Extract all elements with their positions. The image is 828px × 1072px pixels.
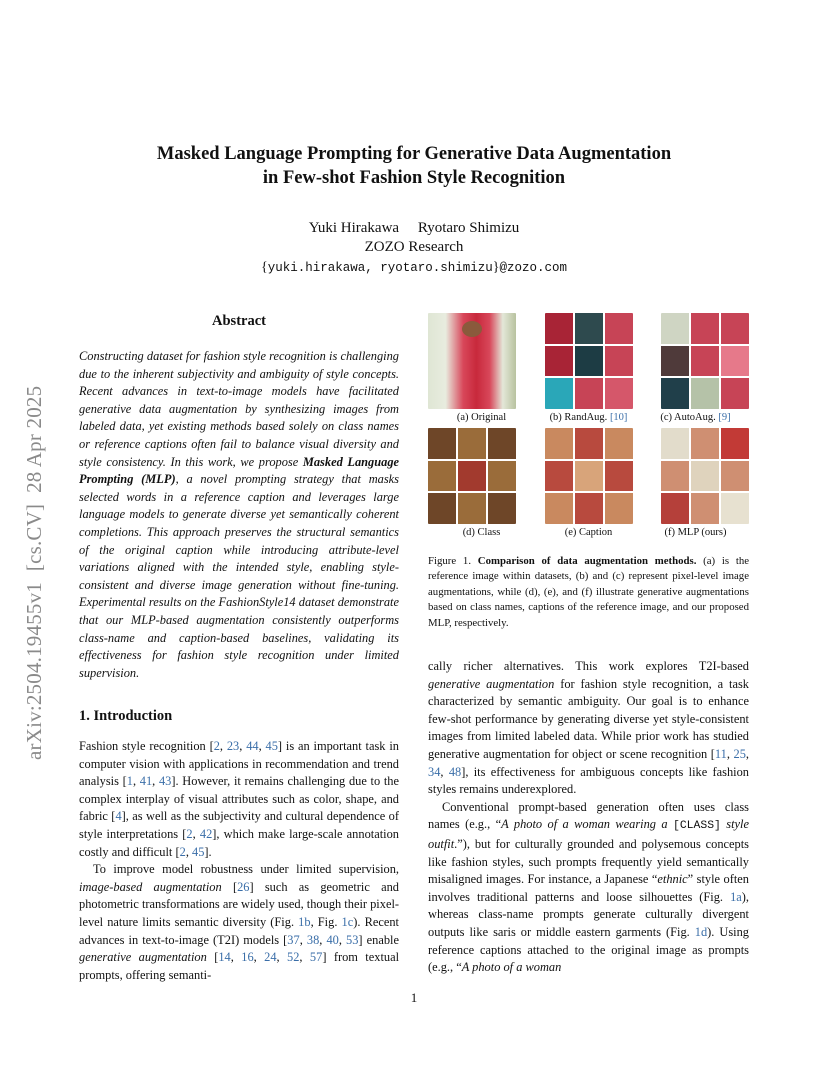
citation-link[interactable]: 57 <box>309 950 323 965</box>
figure-link[interactable]: 1c <box>341 914 354 929</box>
figure-link[interactable]: 1a <box>730 889 742 904</box>
citation-link[interactable]: 14 <box>218 950 231 965</box>
class-generated-image <box>428 428 516 524</box>
affiliation: ZOZO Research <box>364 239 464 255</box>
citation-link[interactable]: 48 <box>448 764 462 779</box>
citation-link[interactable]: 52 <box>287 950 300 965</box>
page-number: 1 <box>410 990 418 1005</box>
abstract-heading: Abstract <box>212 313 266 329</box>
subcaption-e: (e) Caption <box>564 527 613 538</box>
title-line-1: Masked Language Prompting for Generative Data Augmentation <box>156 144 672 164</box>
citation-link[interactable]: 43 <box>158 774 172 789</box>
citation-link[interactable]: 2 <box>179 844 186 859</box>
citation-link[interactable]: 38 <box>306 932 320 947</box>
figure-caption: Figure 1. Comparison of data augmentation methods. (a) is the reference image within datasets, (b) and (c) represent pixel-level image augmentations, while (d), (e), and (f) illustrate generative augmentations based on class names, captions of the reference image, and our proposed MLP, respectively. <box>428 555 750 629</box>
subcaption-a: (a) Original <box>456 412 507 423</box>
autoaug-image <box>661 313 749 409</box>
citation-link[interactable]: 42 <box>199 826 213 841</box>
right-column-body: cally richer alternatives. This work explores T2I-based generative augmentation for fashion style recognition, a task characterized by semantic ambiguity. Our goal is to enhance few-shot performance by generating diverse yet style-consistent images from limited labeled data. While prior work has studied generative augmentation for object or scene recognition [11, 25, 34, 48], its effectiveness for ambiguous concepts like fashion styles remains underexplored. Conventional prompt-based generation often uses class names (e.g., “A photo of a woman wearing a [CLASS] style outfit.”), but for culturally grounded and polysemous concepts like fashion styles, such prompts frequently yield semantically misaligned images. For instance, a Japanese “ethnic” style often involves traditional patterns and loose silhouettes (Fig. 1a), whereas class-name prompts generate culturally divergent outputs like saris or middle eastern garments (Fig. 1d). Using reference captions attached to the original image as prompts (e.g., “A photo of a woman <box>428 659 749 975</box>
intro-heading: 1. Introduction <box>79 708 173 724</box>
title-line-2: in Few-shot Fashion Style Recognition <box>262 168 566 188</box>
figure-row-1 <box>428 313 749 409</box>
citation-link[interactable]: 2 <box>213 739 220 753</box>
citation-link[interactable]: 44 <box>246 739 259 753</box>
figure-link[interactable]: 1d <box>694 924 708 939</box>
authors: Yuki Hirakawa Ryotaro Shimizu <box>308 220 520 236</box>
figure-captions-row-2 <box>428 527 749 538</box>
paper-title <box>0 142 828 190</box>
subcaption-f: (f) MLP (ours) <box>664 527 727 538</box>
subcaption-c: (c) AutoAug. [9] <box>660 412 731 423</box>
original-image <box>428 313 516 409</box>
citation-link[interactable]: 4 <box>115 809 122 824</box>
citation-link[interactable]: 24 <box>264 950 277 965</box>
citation-link[interactable]: 34 <box>428 764 441 779</box>
mlp-generated-image <box>661 428 749 524</box>
citation-link[interactable]: 16 <box>241 950 254 965</box>
citation-link[interactable]: 37 <box>287 932 300 947</box>
citation-link[interactable]: 2 <box>186 826 193 841</box>
citation-link[interactable]: 41 <box>139 774 153 789</box>
figure-link[interactable]: 1b <box>298 914 311 929</box>
citation-link[interactable]: 26 <box>237 879 250 894</box>
randaug-image <box>545 313 633 409</box>
citation-link[interactable]: 25 <box>733 746 746 761</box>
citation-link[interactable]: 45 <box>192 844 205 859</box>
abstract-body: Constructing dataset for fashion style recognition is challenging due to the inherent subjectivity and ambiguity of style concepts. Recent advances in text-to-image models have facilitated generative data augmentation by synthesizing images from labeled data, yet existing methods based solely on class names or reference captions often fail to balance visual diversity and style consistency. In this work, we propose Masked Language Prompting (MLP), a novel prompting strategy that masks selected words in a reference caption and leverages large language models to generate diverse yet semantically coherent completions. This approach preserves the structural semantics of the original caption while introducing attribute-level variations aligned with the intended style, enabling style-consistent and diverse image generation without fine-tuning. Experimental results on the FashionStyle14 dataset demonstrate that our MLP-based augmentation consistently outperforms class-name and caption-based baselines, validating its effectiveness for fashion style recognition under limited supervision. <box>79 349 400 680</box>
citation-link[interactable]: 1 <box>126 774 133 789</box>
email: {yuki.hirakawa, ryotaro.shimizu}@zozo.com <box>260 260 568 275</box>
citation-link[interactable]: 11 <box>714 746 727 761</box>
method-name: Masked Language Prompting (MLP) <box>79 454 400 487</box>
intro-body: Fashion style recognition [2, 23, 44, 45] is an important task in computer vision with applications in recommendation and trend analysis [1, 41, 43]. However, it remains challenging due to the complex interplay of visual attributes such as color, shape, and fabric [4], as well as the subjectivity and cultural dependence of style interpretations [2, 42], which make large-scale annotation costly and difficult [2, 45]. To improve model robustness under limited supervision, image-based augmentation [26] such as geometric and photometric transformations are widely used, though their pixel-level nature limits semantic diversity (Fig. 1b, Fig. 1c). Recent advances in text-to-image (T2I) models [37, 38, 40, 53] enable generative augmentation [14, 16, 24, 52, 57] from textual prompts, offering semanti- <box>79 739 400 982</box>
arxiv-stamp: arXiv:2504.19455v1 [cs.CV] 28 Apr 2025 <box>22 385 46 760</box>
caption-generated-image <box>545 428 633 524</box>
citation-link[interactable]: 45 <box>265 739 278 753</box>
citation-link[interactable]: [9] <box>718 412 731 423</box>
citation-link[interactable]: 53 <box>346 932 359 947</box>
subcaption-b: (b) RandAug. [10] <box>549 412 628 423</box>
subcaption-d: (d) Class <box>462 527 501 538</box>
citation-link[interactable]: [10] <box>609 412 628 423</box>
citation-link[interactable]: 23 <box>226 739 240 753</box>
figure-captions-row-1 <box>428 412 749 423</box>
figure-row-2 <box>428 428 749 524</box>
citation-link[interactable]: 40 <box>326 932 339 947</box>
